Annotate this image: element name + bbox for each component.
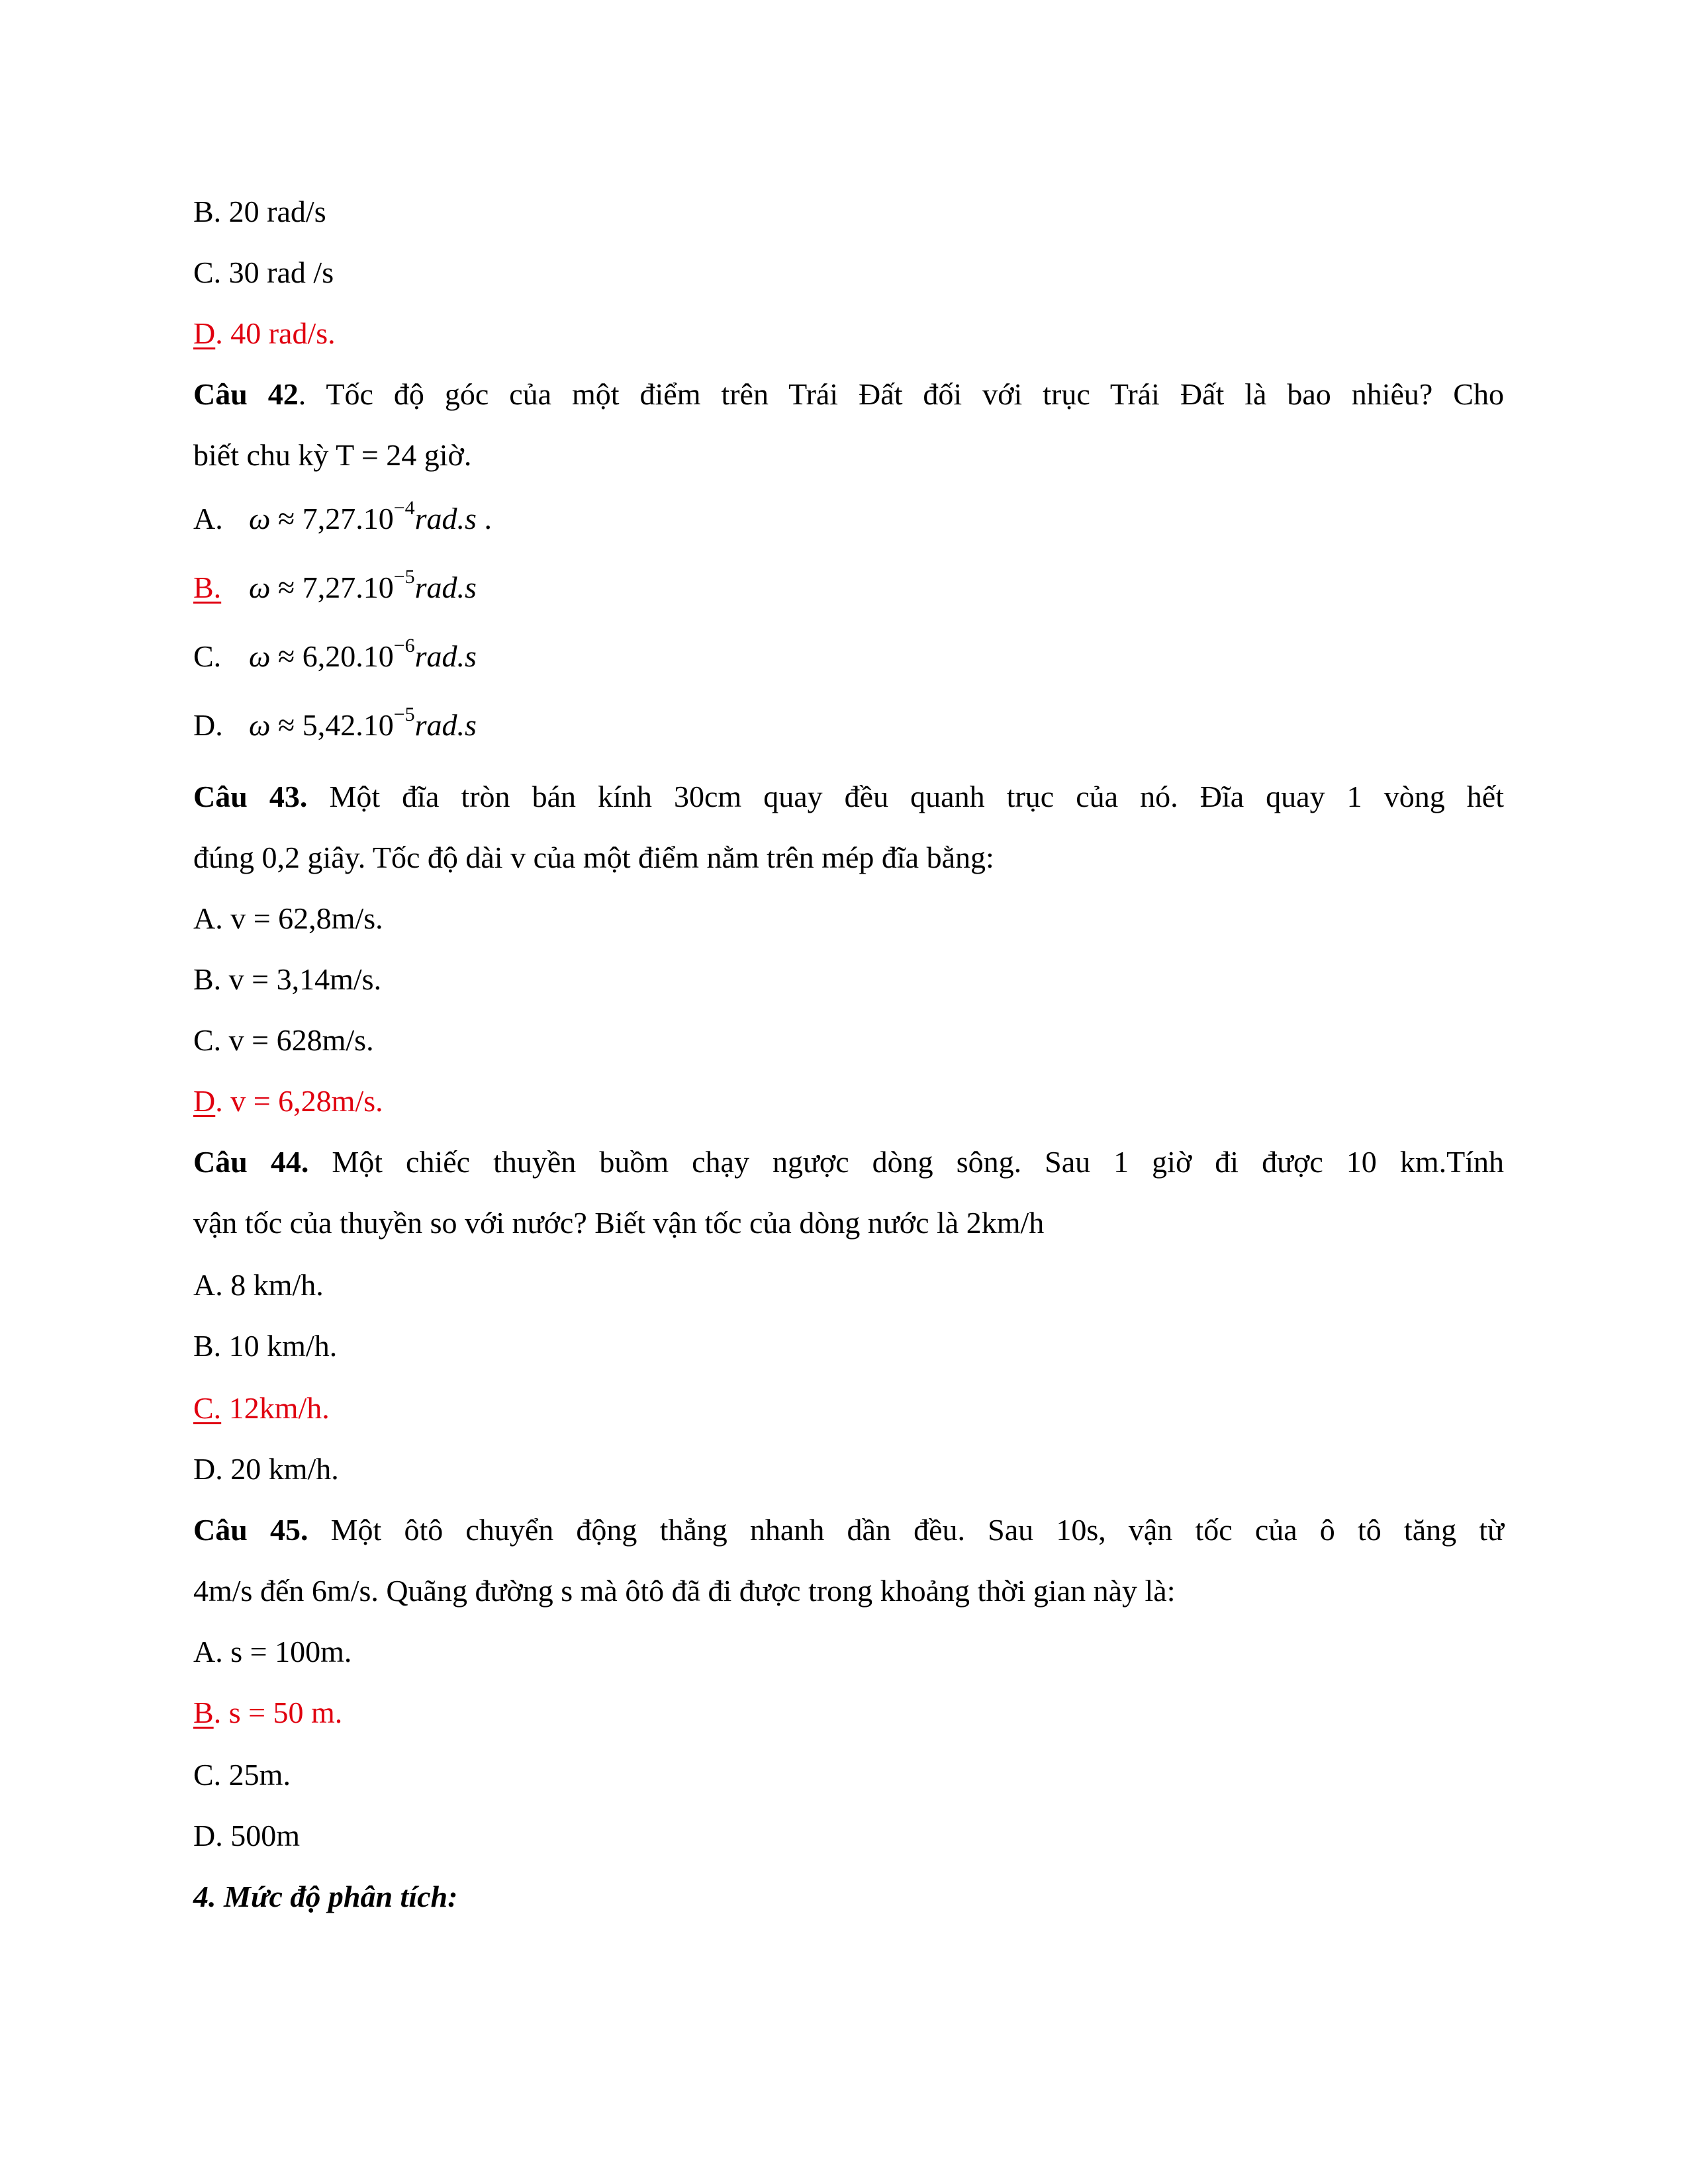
section-heading <box>193 1878 1504 1915</box>
approx-symbol: ≈ <box>277 708 295 742</box>
option-letter: D. <box>193 708 223 742</box>
section-heading-text: 4. Mức độ phân tích: <box>193 1880 458 1913</box>
answer-letter: B. <box>193 570 222 604</box>
question-label: Câu 45. <box>193 1513 308 1547</box>
q44-stem-line1 <box>193 1144 1504 1181</box>
option-text: 12km/h. <box>221 1391 330 1425</box>
q43-stem-line1 <box>193 778 1504 815</box>
prev-option-c <box>193 254 1504 291</box>
q42-option-b-answer <box>193 566 1504 606</box>
question-label: Câu 43. <box>193 780 308 813</box>
option-text: . s = 50 m. <box>213 1696 343 1729</box>
option-text: D. 20 km/h. <box>193 1452 339 1486</box>
option-text: . 40 rad/s. <box>215 316 336 350</box>
q42-option-c <box>193 635 1504 675</box>
unit: rad.s <box>414 570 477 604</box>
option-letter: A. <box>193 502 223 535</box>
q42-option-d <box>193 704 1504 744</box>
q43-stem-line2 <box>193 839 1504 876</box>
question-text: Một đĩa tròn bán kính 30cm quay đều quanh trục của nó. Đĩa quay 1 vòng hết <box>307 780 1504 813</box>
question-text: vận tốc của thuyền so với nước? Biết vận tốc của dòng nước là 2km/h <box>193 1206 1045 1240</box>
approx-symbol: ≈ <box>277 502 295 535</box>
omega-symbol: ω <box>249 570 271 604</box>
option-text: C. 30 rad /s <box>193 255 334 289</box>
exponent: −6 <box>393 635 415 657</box>
q43-option-b <box>193 961 1504 998</box>
question-label: Câu 42 <box>193 377 299 411</box>
question-text: Một ôtô chuyển động thẳng nhanh dần đều. Sau 10s, vận tốc của ô tô tăng từ <box>308 1513 1504 1547</box>
q45-stem-line2 <box>193 1572 1504 1610</box>
question-text: đúng 0,2 giây. Tốc độ dài v của một điểm nằm trên mép đĩa bằng: <box>193 841 994 874</box>
option-text: . v = 6,28m/s. <box>215 1084 383 1118</box>
q44-option-b <box>193 1328 1504 1365</box>
answer-letter: D <box>193 316 216 350</box>
omega-symbol: ω <box>249 639 271 673</box>
q45-option-d <box>193 1817 1504 1854</box>
answer-letter: B <box>193 1696 214 1729</box>
approx-symbol: ≈ <box>277 570 295 604</box>
unit: rad.s <box>414 708 477 742</box>
exponent: −4 <box>393 497 415 519</box>
q45-option-a <box>193 1633 1504 1670</box>
q43-option-a <box>193 900 1504 937</box>
prev-option-b <box>193 193 1504 230</box>
mantissa: 7,27.10 <box>302 570 394 604</box>
q44-stem-line2 <box>193 1205 1504 1242</box>
option-text: A. v = 62,8m/s. <box>193 901 383 935</box>
approx-symbol: ≈ <box>277 639 295 673</box>
q43-option-c <box>193 1022 1504 1059</box>
q44-option-c-answer <box>193 1390 1504 1427</box>
prev-option-d-answer <box>193 315 1504 352</box>
q43-option-d-answer <box>193 1083 1504 1120</box>
exponent: −5 <box>393 704 415 725</box>
tail: . <box>476 502 492 535</box>
q45-option-b-answer <box>193 1694 1504 1731</box>
unit: rad.s <box>414 639 477 673</box>
option-text: B. 20 rad/s <box>193 195 326 228</box>
mantissa: 5,42.10 <box>302 708 394 742</box>
option-text: B. 10 km/h. <box>193 1329 338 1363</box>
mantissa: 6,20.10 <box>302 639 394 673</box>
option-text: C. 25m. <box>193 1758 291 1792</box>
question-text: . Tốc độ góc của một điểm trên Trái Đất đối với trục Trái Đất là bao nhiêu? Cho <box>298 377 1504 411</box>
q42-stem-line2 <box>193 437 1504 474</box>
option-letter: C. <box>193 639 222 673</box>
option-text: A. 8 km/h. <box>193 1268 324 1302</box>
question-text: Một chiếc thuyền buồm chạy ngược dòng sông. Sau 1 giờ đi được 10 km.Tính <box>308 1145 1504 1179</box>
q45-stem-line1 <box>193 1512 1504 1549</box>
answer-letter: C. <box>193 1391 222 1425</box>
option-text: B. v = 3,14m/s. <box>193 962 382 996</box>
option-text: A. s = 100m. <box>193 1635 352 1668</box>
omega-symbol: ω <box>249 708 271 742</box>
q44-option-d <box>193 1451 1504 1488</box>
option-text: D. 500m <box>193 1819 300 1852</box>
question-text: 4m/s đến 6m/s. Quãng đường s mà ôtô đã đi được trong khoảng thời gian này là: <box>193 1574 1176 1608</box>
question-label: Câu 44. <box>193 1145 309 1179</box>
question-text: biết chu kỳ T = 24 giờ. <box>193 438 472 472</box>
omega-symbol: ω <box>249 502 271 535</box>
q42-option-a <box>193 497 1504 537</box>
exponent: −5 <box>393 566 415 588</box>
q45-option-c <box>193 1756 1504 1794</box>
q44-option-a <box>193 1267 1504 1304</box>
answer-letter: D <box>193 1084 216 1118</box>
unit: rad.s <box>414 502 477 535</box>
option-text: C. v = 628m/s. <box>193 1023 374 1057</box>
mantissa: 7,27.10 <box>302 502 394 535</box>
q42-stem-line1 <box>193 376 1504 413</box>
option-letter-wrap <box>193 569 249 606</box>
